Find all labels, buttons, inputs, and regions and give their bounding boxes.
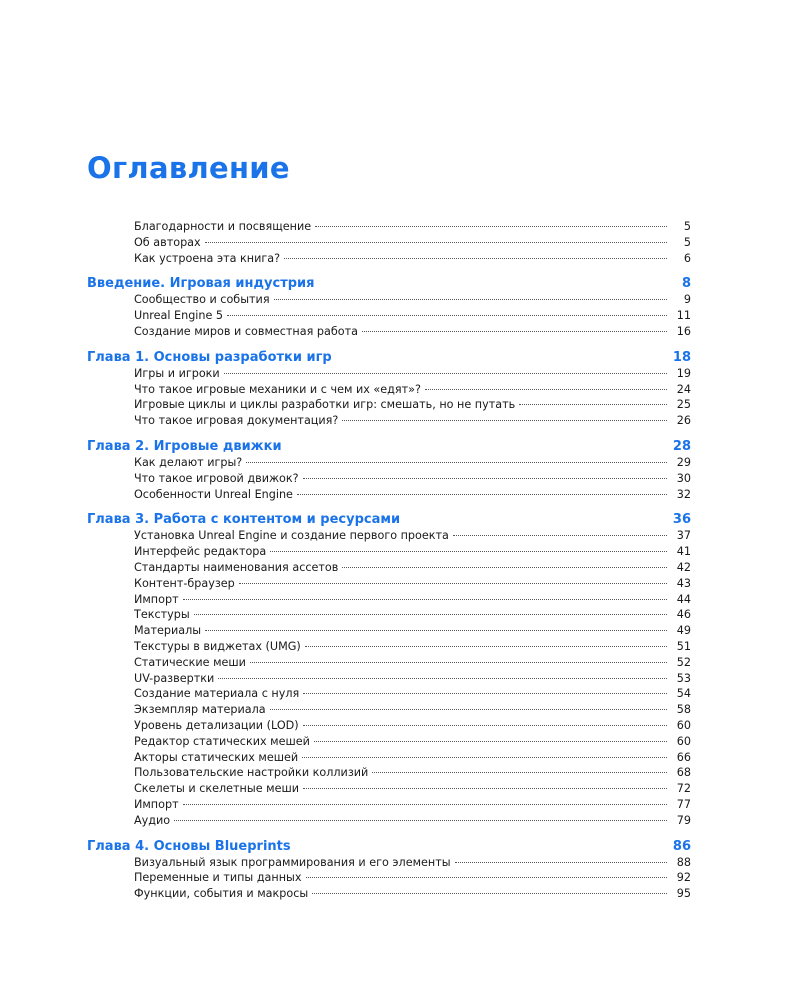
chapter-title: Глава 4. Основы Blueprints — [87, 838, 291, 854]
dot-leader — [315, 226, 667, 227]
toc-entry[interactable] — [134, 655, 691, 671]
toc-entry[interactable] — [134, 855, 691, 871]
toc-entry-page-number: 72 — [676, 782, 691, 796]
dot-leader — [270, 551, 667, 552]
toc-entry[interactable] — [134, 750, 691, 766]
toc-entry-title: Текстуры в виджетах (UMG) — [134, 639, 301, 653]
toc-entry-title: Об авторах — [134, 235, 201, 249]
dot-leader — [239, 583, 667, 584]
toc-entry-page-number: 11 — [676, 309, 691, 323]
toc-entry-title: Как делают игры? — [134, 455, 243, 469]
toc-section — [87, 349, 691, 429]
toc-entry-title: Пользовательские настройки коллизий — [134, 766, 369, 780]
toc-entry-title: Визуальный язык программирования и его элементы — [134, 855, 451, 869]
toc-entry-title: Функции, события и макросы — [134, 887, 309, 901]
toc-entry-title: Создание миров и совместная работа — [134, 324, 358, 338]
toc-entry-title: Особенности Unreal Engine — [134, 487, 293, 501]
dot-leader — [302, 757, 667, 758]
toc-entry-title: Скелеты и скелетные меши — [134, 782, 299, 796]
toc-entry-page-number: 54 — [676, 687, 691, 701]
dot-leader — [519, 404, 667, 405]
dot-leader — [183, 804, 667, 805]
toc-entry[interactable] — [134, 413, 691, 429]
toc-entry[interactable] — [134, 308, 691, 324]
toc-entry-list — [87, 528, 691, 828]
page-title: Оглавление — [87, 151, 290, 185]
toc-entry[interactable] — [134, 592, 691, 608]
toc-entry[interactable] — [134, 528, 691, 544]
toc-entry-page-number: 52 — [676, 655, 691, 669]
toc-section — [87, 438, 691, 502]
toc-entry-title: UV-развертки — [134, 671, 215, 685]
toc-entry[interactable] — [134, 886, 691, 902]
toc-entry-title: Контент-браузер — [134, 576, 235, 590]
chapter-title: Введение. Игровая индустрия — [87, 276, 315, 292]
dot-leader — [342, 567, 667, 568]
toc-entry-title: Аудио — [134, 813, 171, 827]
toc-entry-page-number: 9 — [683, 293, 691, 307]
toc-entry[interactable] — [134, 576, 691, 592]
toc-entry-title: Импорт — [134, 797, 179, 811]
dot-leader — [362, 331, 667, 332]
toc-entry[interactable] — [134, 235, 691, 251]
dot-leader — [303, 788, 667, 789]
dot-leader — [297, 494, 667, 495]
toc-entry-page-number: 88 — [676, 855, 691, 869]
toc-section — [87, 838, 691, 902]
toc-entry[interactable] — [134, 870, 691, 886]
dot-leader — [274, 299, 667, 300]
toc-entry[interactable] — [134, 382, 691, 398]
chapter-page-number: 36 — [672, 512, 691, 528]
toc-entry-page-number: 46 — [676, 608, 691, 622]
toc-entry-page-number: 5 — [683, 220, 691, 233]
dot-leader — [183, 599, 667, 600]
toc-entry-page-number: 44 — [676, 592, 691, 606]
toc-entry[interactable] — [134, 560, 691, 576]
toc-entry[interactable] — [134, 639, 691, 655]
toc-entry[interactable] — [134, 813, 691, 829]
toc-entry-page-number: 43 — [676, 576, 691, 590]
toc-entry-title: Уровень детализации (LOD) — [134, 718, 299, 732]
toc-entry[interactable] — [134, 544, 691, 560]
chapter-page-number: 28 — [672, 438, 691, 454]
toc-entry[interactable] — [134, 487, 691, 503]
toc-entry-title: Импорт — [134, 592, 179, 606]
dot-leader — [227, 315, 667, 316]
toc-section — [87, 275, 691, 339]
toc-entry[interactable] — [134, 734, 691, 750]
toc-entry-title: Что такое игровая документация? — [134, 414, 339, 428]
toc-entry-list — [87, 855, 691, 902]
toc-entry[interactable] — [134, 251, 691, 267]
toc-entry-title: Редактор статических мешей — [134, 734, 310, 748]
toc-entry-title: Благодарности и посвящение — [134, 220, 312, 233]
dot-leader — [453, 535, 667, 536]
toc-entry-list — [87, 292, 691, 339]
toc-entry-page-number: 32 — [676, 487, 691, 501]
dot-leader — [224, 373, 667, 374]
chapter-title: Глава 3. Работа с контентом и ресурсами — [87, 512, 401, 528]
dot-leader — [205, 242, 667, 243]
chapter-heading[interactable] — [87, 838, 691, 855]
toc-entry-list — [87, 455, 691, 502]
chapter-page-number: 86 — [672, 838, 691, 854]
toc-entry-page-number: 41 — [676, 545, 691, 559]
dot-leader — [342, 420, 667, 421]
toc-entry-page-number: 49 — [676, 624, 691, 638]
dot-leader — [194, 614, 667, 615]
toc-entry-title: Установка Unreal Engine и создание первого проекта — [134, 529, 449, 543]
toc-entry-title: Игровые циклы и циклы разработки игр: смешать, но не путать — [134, 398, 516, 412]
dot-leader — [303, 478, 667, 479]
toc-entry-title: Игры и игроки — [134, 366, 220, 380]
toc-entry[interactable] — [134, 686, 691, 702]
toc-entry[interactable] — [134, 471, 691, 487]
toc-entry-title: Стандарты наименования ассетов — [134, 560, 339, 574]
toc-entry-page-number: 51 — [676, 639, 691, 653]
dot-leader — [270, 709, 667, 710]
toc-entry[interactable] — [134, 219, 691, 235]
dot-leader — [246, 462, 667, 463]
dot-leader — [174, 820, 667, 821]
dot-leader — [306, 877, 668, 878]
toc-entry-page-number: 58 — [676, 703, 691, 717]
toc-entry-page-number: 60 — [676, 718, 691, 732]
toc-entry-list — [87, 366, 691, 429]
toc-entry-list — [87, 219, 691, 266]
toc-entry[interactable] — [134, 607, 691, 623]
toc-entry-title: Переменные и типы данных — [134, 871, 302, 885]
chapter-heading[interactable] — [87, 438, 691, 455]
toc-entry[interactable] — [134, 623, 691, 639]
toc-entry-page-number: 79 — [676, 813, 691, 827]
toc-entry-page-number: 16 — [676, 324, 691, 338]
toc-entry-page-number: 5 — [683, 235, 691, 249]
toc-section — [87, 219, 691, 266]
toc-entry-page-number: 6 — [683, 251, 691, 265]
toc-entry-title: Как устроена эта книга? — [134, 251, 281, 265]
toc-entry-title: Unreal Engine 5 — [134, 309, 224, 323]
toc-entry[interactable] — [134, 366, 691, 382]
dot-leader — [372, 772, 667, 773]
toc-entry-page-number: 29 — [676, 455, 691, 469]
chapter-heading[interactable] — [87, 511, 691, 528]
toc-entry-title: Сообщество и события — [134, 293, 270, 307]
toc-entry-title: Акторы статических мешей — [134, 750, 299, 764]
toc-entry-title: Что такое игровые механики и с чем их «едят»? — [134, 382, 421, 396]
toc-entry-title: Экземпляр материала — [134, 703, 266, 717]
toc-entry-page-number: 60 — [676, 734, 691, 748]
toc-entry-title: Статические меши — [134, 655, 246, 669]
toc-entry[interactable] — [134, 324, 691, 340]
toc-entry-title: Интерфейс редактора — [134, 545, 267, 559]
dot-leader — [205, 630, 667, 631]
dot-leader — [305, 646, 667, 647]
toc-entry-page-number: 30 — [676, 471, 691, 485]
toc-entry-page-number: 25 — [676, 398, 691, 412]
toc-entry-title: Текстуры — [134, 608, 190, 622]
toc-entry-title: Создание материала с нуля — [134, 687, 300, 701]
toc-entry[interactable] — [134, 292, 691, 308]
toc-entry-page-number: 92 — [676, 871, 691, 885]
chapter-heading[interactable] — [87, 275, 691, 292]
chapter-title: Глава 1. Основы разработки игр — [87, 349, 332, 365]
toc-entry-title: Материалы — [134, 624, 202, 638]
toc-entry[interactable] — [134, 397, 691, 413]
dot-leader — [284, 258, 667, 259]
chapter-page-number: 18 — [672, 349, 691, 365]
toc-entry-page-number: 95 — [676, 887, 691, 901]
dot-leader — [303, 693, 667, 694]
chapter-title: Глава 2. Игровые движки — [87, 438, 282, 454]
toc-entry[interactable] — [134, 702, 691, 718]
toc-entry-page-number: 37 — [676, 529, 691, 543]
chapter-heading[interactable] — [87, 349, 691, 366]
toc-entry-page-number: 19 — [676, 366, 691, 380]
toc-entry[interactable] — [134, 718, 691, 734]
toc-entry-page-number: 24 — [676, 382, 691, 396]
dot-leader — [312, 893, 667, 894]
dot-leader — [303, 725, 667, 726]
chapter-page-number: 8 — [681, 276, 691, 292]
toc-entry-page-number: 42 — [676, 560, 691, 574]
dot-leader — [425, 389, 667, 390]
toc-section — [87, 511, 691, 828]
toc-entry-page-number: 66 — [676, 750, 691, 764]
toc-entry[interactable] — [134, 765, 691, 781]
toc-entry-page-number: 26 — [676, 414, 691, 428]
dot-leader — [250, 662, 667, 663]
toc-entry[interactable] — [134, 455, 691, 471]
toc-entry-page-number: 68 — [676, 766, 691, 780]
dot-leader — [455, 862, 667, 863]
toc-entry[interactable] — [134, 781, 691, 797]
toc-entry-page-number: 77 — [676, 797, 691, 811]
toc-entry-title: Что такое игровой движок? — [134, 471, 299, 485]
dot-leader — [314, 741, 667, 742]
toc-entry-page-number: 53 — [676, 671, 691, 685]
table-of-contents — [87, 219, 691, 911]
dot-leader — [218, 678, 667, 679]
toc-entry[interactable] — [134, 671, 691, 687]
toc-entry[interactable] — [134, 797, 691, 813]
